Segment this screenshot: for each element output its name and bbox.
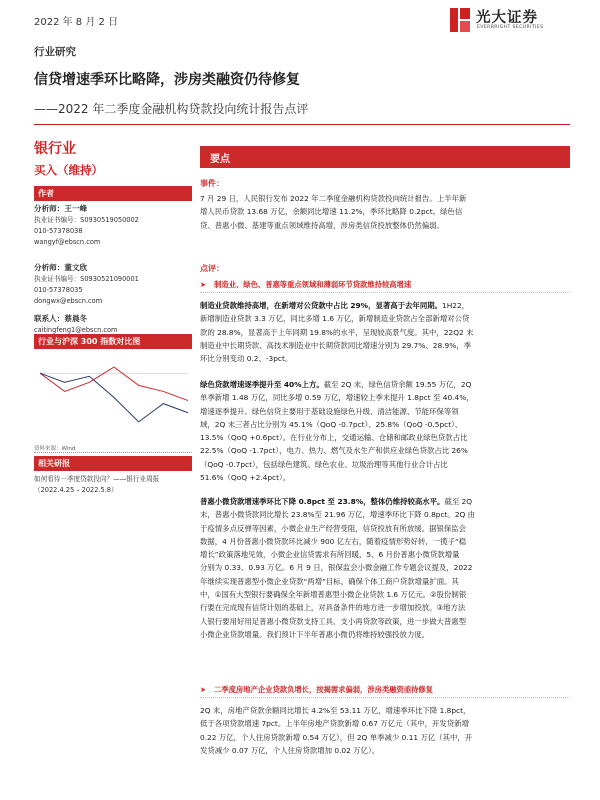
bullet-heading-text: 二季度房地产企业贷款负增长，按揭需求偏弱，涉房类融资亟待修复 [214,685,434,694]
paragraph-line: 截至 2Q [444,497,473,506]
analyst1-phone: 010-57378038 [34,227,83,235]
paragraph-line: 人银行要用好用足普惠小微贷款支持工具、支小再贷款等政策，进一步做大普惠型 [200,616,467,626]
paragraph-line: 1H22， [442,301,470,310]
related-report-link[interactable]: 如何看待一季度贷款投向？——银行业周报 [34,475,160,483]
paragraph-line: 于疫情多点反弹等因素，小微企业生产经营受阻，信贷投放有所放缓。据银保监会 [200,523,467,533]
index-comparison-chart [36,352,192,442]
contact-email[interactable]: caitingfeng1@ebscn.com [34,326,118,334]
chart-series-line-银行业 [40,367,188,400]
paragraph-line: 0.22 万亿，个人住房贷款新增 0.54 万亿），但 2Q 单季减少 0.11 万亿（其中，开 [200,732,473,742]
paragraph-line: 域，2Q 末三者占比分别为 45.1%（QoQ -0.7pct）、25.8%（QoQ -0.5pct）、 [200,419,463,429]
title-divider [34,124,570,125]
paragraph-line: 51.6%（QoQ +2.4pct）。 [200,473,291,483]
industry-label: 银行业 [34,141,76,157]
event-line: 贷、普惠小微、基建等重点领域维持高增，涉房类信贷投放整体仍然偏弱。 [200,220,444,230]
bullet-heading-1 [200,280,411,290]
small-business-paragraph [200,495,570,641]
paragraph-line: 小微企业贷款增量。我们预计下半年普惠小微仍将维持较强投放力度。 [200,629,430,639]
related-header: 相关研报 [34,456,192,471]
report-subtitle: ——2022 年二季度金融机构贷款投向统计报告点评 [34,102,309,116]
paragraph-line: 末，普惠小微贷款同比增长 23.8%至 21.96 万亿，增速季环比下降 0.8pct。2Q 由 [200,510,476,520]
paragraph-line: 截至 2Q 末，绿色信贷余额 19.55 万亿，2Q [323,380,472,389]
paragraph-line: 中，①国有大型银行要确保全年新增普惠型小微企业贷款 1.6 万亿元。②股份制银 [200,590,467,600]
real-estate-paragraph [200,704,570,757]
bullet-divider [200,697,570,698]
chart-header: 行业与沪深 300 指数对比图 [34,334,192,349]
analyst1-email[interactable]: wangyf@ebscn.com [34,238,101,246]
event-paragraph [200,192,570,232]
paragraph-line: 环比分别变动 0.2、-3pct。 [200,354,293,364]
paragraph-line: 13.5%（QoQ +0.6pct）。在行业分布上，交通运输、仓储和邮政业绿色贷款占比 [200,433,468,443]
contact-name: 联系人：蔡晨冬 [34,314,88,323]
paragraph-line: 款的 28.8%，显著高于上年同期 19.8%的水平，呈现较高景气度。其中，22Q2 末 [200,327,474,337]
bullet-arrow-icon: ➤ [200,685,207,694]
paragraph-line: 新增制造业贷款 3.3 万亿，同比多增 1.6 万亿，新增制造业贷款占全部新增对公贷 [200,314,470,324]
paragraph-line: 低于各项贷款增速 7pct。上半年房地产贷款新增 0.67 万亿元（其中，开发贷新增 [200,719,469,729]
analyst1-name: 分析师：王一峰 [34,204,88,213]
paragraph-line: 制造业中长期贷款、高技术制造业中长期贷款同比增速分别为 29.7%、28.9%，季 [200,340,472,350]
report-title: 信贷增速季环比略降，涉房类融资仍待修复 [34,72,300,88]
analyst1-reg: 执业证书编号：S0930519050002 [34,216,139,224]
sidebar-divider [34,452,192,453]
paragraph-line: 分别为 0.33、0.93 万亿。6 月 9 日，银保监会小微金融工作专题会议提及，2022 [200,563,473,573]
logo-mark-icon [450,8,470,32]
logo-subtext: EVERBRIGHT SECURITIES [477,25,544,30]
paragraph-line: 数据，4 月份普惠小微贷款环比减少 900 亿左右，随着疫情形势好转，一揽子“稳 [200,536,467,546]
report-date: 2022 年 8 月 2 日 [34,17,119,28]
bullet-arrow-icon: ➤ [200,280,207,289]
paragraph-line: 行要在完成现有信贷计划的基础上，对具备条件的地方进一步增加投放。③地方法 [200,603,466,613]
report-category: 行业研究 [34,46,76,58]
comment-label: 点评： [200,264,224,273]
related-report-dates: （2022.4.25 – 2022.5.8） [34,486,118,494]
analyst2-email[interactable]: dongwx@ebscn.com [34,297,103,305]
paragraph-line: 年继续实现普惠型小微企业贷款“两增”目标，确保个体工商户贷款增量扩面。其 [200,576,459,586]
event-line: 增人民币贷款 13.68 万亿，余额同比增速 11.2%，季环比略降 0.2pct。绿色信 [200,207,463,217]
bullet-divider [200,292,570,293]
analyst2-phone: 010-57378035 [34,286,83,294]
paragraph-line: 增速逐季提升。绿色信贷主要用于基础设施绿色升级、清洁能源、节能环保等领 [200,406,459,416]
authors-header: 作者 [34,186,192,201]
chart-source: 资料来源：Wind [34,446,76,452]
paragraph-lead: 普惠小微贷款增速季环比下降 0.8pct 至 23.8%，整体仍维持较高水平。 [200,497,445,506]
paragraph-lead: 制造业贷款维持高增，在新增对公贷款中占比 29%，显著高于去年同期。 [200,301,442,310]
key-points-label: 要点 [210,154,230,165]
paragraph-line: 单季新增 1.48 万亿，同比多增 0.59 万亿，增速较上季末提升 1.8pct 至 40.4%， [200,393,474,403]
event-line: 7 月 29 日，人民银行发布 2022 年二季度金融机构贷款投向统计报告。上半年新 [200,194,467,203]
green-loan-paragraph [200,378,570,484]
bullet-heading-2 [200,685,433,695]
paragraph-line: 22.5%（QoQ -1.7pct），电力、热力、燃气及水生产和供应业绿色贷款占比 26% [200,446,468,456]
logo-text: 光大证券 [476,10,538,26]
paragraph-lead: 绿色贷款增速逐季提升至 40%上方。 [200,380,324,389]
analyst2-name: 分析师：董文欣 [34,263,88,272]
paragraph-line: 增长”政策落地见效，小微企业信贷需求有所回暖，5、6 月份普惠小微贷款增量 [200,550,460,560]
paragraph-line: 2Q 末，房地产贷款余额同比增长 4.2%至 53.11 万亿，增速季环比下降 1.8pct， [200,706,471,715]
rating-label: 买入（维持） [34,163,103,177]
chart-series-line-沪深300 [40,373,188,422]
analyst2-reg: 执业证书编号：S0930521090001 [34,275,139,283]
event-label: 事件： [200,179,224,188]
manufacturing-paragraph [200,299,570,365]
paragraph-line: 发贷减少 0.07 万亿，个人住房贷款增加 0.02 万亿）。 [200,745,380,755]
bullet-heading-text: 制造业、绿色、普惠等重点领域和薄弱环节贷款维持较高增速 [214,280,412,289]
key-points-header [200,146,570,168]
paragraph-line: （QoQ -0.7pct），包括绿色建筑、绿色农业、垃圾治理等其他行业合计占比 [200,459,448,469]
